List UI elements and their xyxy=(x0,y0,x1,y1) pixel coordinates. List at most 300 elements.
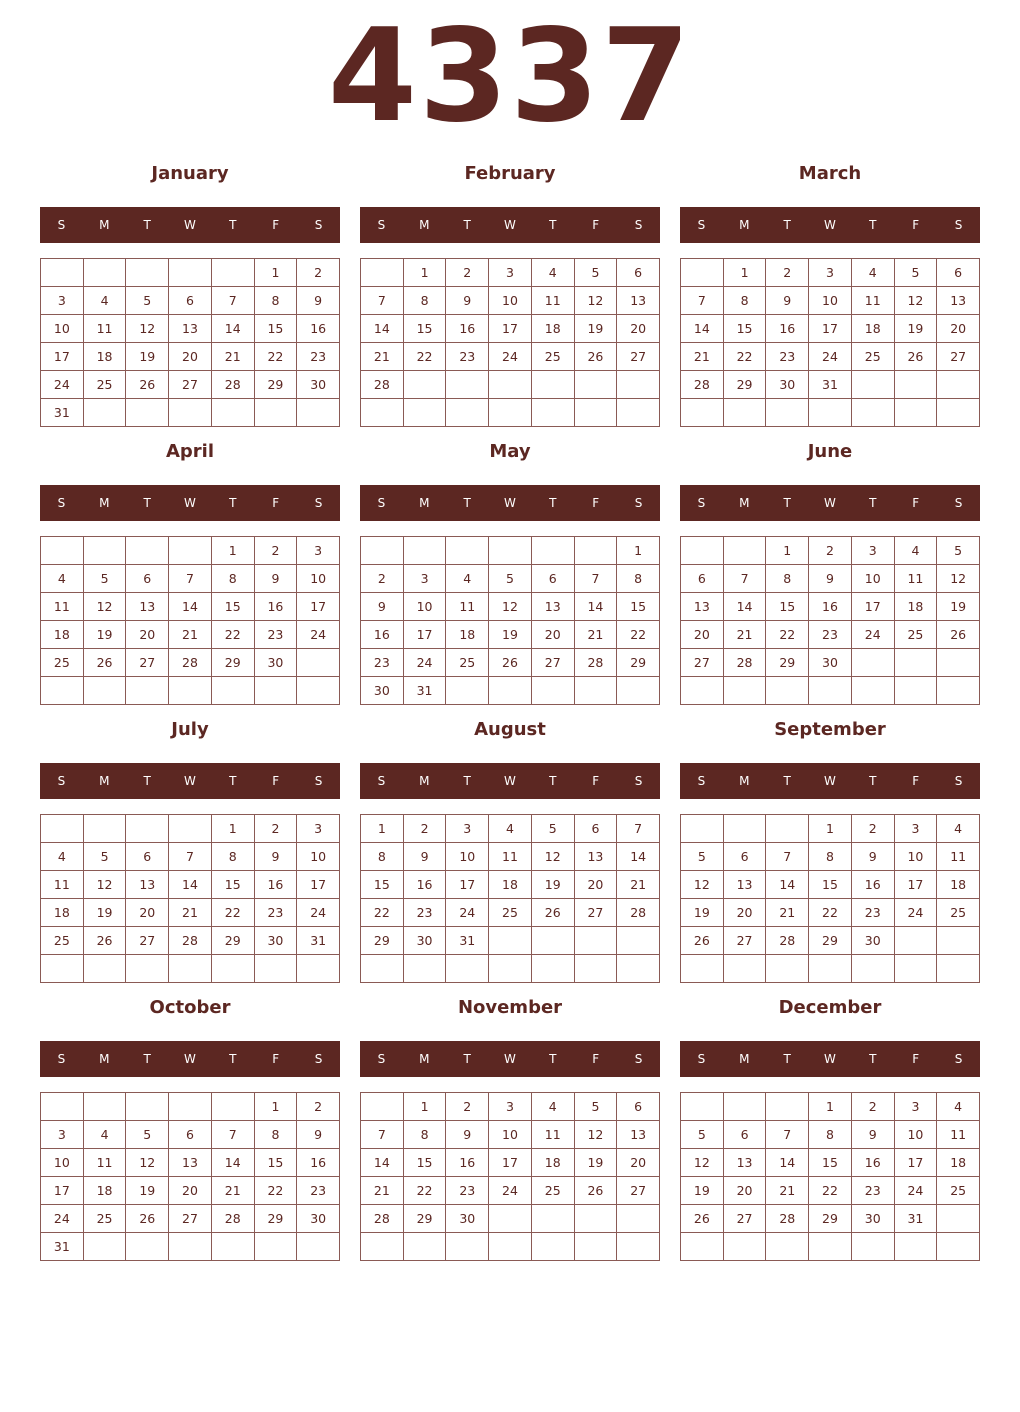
day-cell[interactable]: 16 xyxy=(297,1149,340,1177)
day-cell[interactable]: 7 xyxy=(766,843,809,871)
day-cell[interactable]: 13 xyxy=(169,315,212,343)
day-cell[interactable]: 8 xyxy=(212,565,255,593)
day-cell[interactable]: 17 xyxy=(446,871,489,899)
day-cell[interactable]: 29 xyxy=(809,1205,852,1233)
day-cell[interactable]: 20 xyxy=(617,1149,660,1177)
day-cell[interactable]: 15 xyxy=(724,315,767,343)
day-cell[interactable]: 29 xyxy=(212,927,255,955)
day-cell[interactable]: 22 xyxy=(361,899,404,927)
day-cell[interactable]: 19 xyxy=(575,1149,618,1177)
day-cell[interactable]: 31 xyxy=(809,371,852,399)
day-cell[interactable]: 21 xyxy=(724,621,767,649)
day-cell[interactable]: 22 xyxy=(255,1177,298,1205)
day-cell[interactable]: 11 xyxy=(489,843,532,871)
day-cell[interactable]: 9 xyxy=(361,593,404,621)
day-cell[interactable]: 5 xyxy=(84,843,127,871)
day-cell[interactable]: 5 xyxy=(575,259,618,287)
day-cell[interactable]: 5 xyxy=(681,843,724,871)
day-cell[interactable]: 19 xyxy=(532,871,575,899)
day-cell[interactable]: 8 xyxy=(404,1121,447,1149)
day-cell[interactable]: 22 xyxy=(766,621,809,649)
day-cell[interactable]: 12 xyxy=(84,871,127,899)
day-cell[interactable]: 4 xyxy=(895,537,938,565)
day-cell[interactable]: 2 xyxy=(255,815,298,843)
day-cell[interactable]: 12 xyxy=(84,593,127,621)
day-cell[interactable]: 11 xyxy=(84,1149,127,1177)
day-cell[interactable]: 20 xyxy=(617,315,660,343)
day-cell[interactable]: 28 xyxy=(766,1205,809,1233)
day-cell[interactable]: 27 xyxy=(532,649,575,677)
day-cell[interactable]: 22 xyxy=(404,1177,447,1205)
day-cell[interactable]: 9 xyxy=(852,1121,895,1149)
day-cell[interactable]: 25 xyxy=(489,899,532,927)
day-cell[interactable]: 26 xyxy=(575,343,618,371)
day-cell[interactable]: 21 xyxy=(361,343,404,371)
day-cell[interactable]: 1 xyxy=(212,537,255,565)
day-cell[interactable]: 20 xyxy=(126,899,169,927)
day-cell[interactable]: 6 xyxy=(532,565,575,593)
day-cell[interactable]: 22 xyxy=(809,1177,852,1205)
day-cell[interactable]: 22 xyxy=(809,899,852,927)
day-cell[interactable]: 2 xyxy=(255,537,298,565)
day-cell[interactable]: 14 xyxy=(212,1149,255,1177)
day-cell[interactable]: 26 xyxy=(84,927,127,955)
day-cell[interactable]: 12 xyxy=(575,287,618,315)
day-cell[interactable]: 11 xyxy=(937,1121,980,1149)
day-cell[interactable]: 27 xyxy=(681,649,724,677)
day-cell[interactable]: 21 xyxy=(361,1177,404,1205)
day-cell[interactable]: 6 xyxy=(575,815,618,843)
day-cell[interactable]: 30 xyxy=(766,371,809,399)
day-cell[interactable]: 24 xyxy=(297,899,340,927)
day-cell[interactable]: 2 xyxy=(297,259,340,287)
day-cell[interactable]: 9 xyxy=(404,843,447,871)
day-cell[interactable]: 23 xyxy=(809,621,852,649)
day-cell[interactable]: 26 xyxy=(126,371,169,399)
day-cell[interactable]: 15 xyxy=(404,315,447,343)
day-cell[interactable]: 15 xyxy=(766,593,809,621)
day-cell[interactable]: 24 xyxy=(297,621,340,649)
day-cell[interactable]: 30 xyxy=(361,677,404,705)
day-cell[interactable]: 1 xyxy=(255,1093,298,1121)
day-cell[interactable]: 21 xyxy=(766,1177,809,1205)
day-cell[interactable]: 16 xyxy=(809,593,852,621)
day-cell[interactable]: 20 xyxy=(169,1177,212,1205)
day-cell[interactable]: 12 xyxy=(575,1121,618,1149)
day-cell[interactable]: 3 xyxy=(404,565,447,593)
day-cell[interactable]: 19 xyxy=(681,1177,724,1205)
day-cell[interactable]: 30 xyxy=(446,1205,489,1233)
day-cell[interactable]: 10 xyxy=(297,565,340,593)
day-cell[interactable]: 27 xyxy=(724,927,767,955)
day-cell[interactable]: 26 xyxy=(575,1177,618,1205)
day-cell[interactable]: 30 xyxy=(297,371,340,399)
day-cell[interactable]: 29 xyxy=(617,649,660,677)
day-cell[interactable]: 23 xyxy=(297,1177,340,1205)
day-cell[interactable]: 28 xyxy=(169,927,212,955)
day-cell[interactable]: 2 xyxy=(446,1093,489,1121)
day-cell[interactable]: 18 xyxy=(489,871,532,899)
day-cell[interactable]: 10 xyxy=(489,287,532,315)
day-cell[interactable]: 14 xyxy=(766,1149,809,1177)
day-cell[interactable]: 13 xyxy=(532,593,575,621)
day-cell[interactable]: 12 xyxy=(489,593,532,621)
day-cell[interactable]: 28 xyxy=(575,649,618,677)
day-cell[interactable]: 14 xyxy=(361,315,404,343)
day-cell[interactable]: 18 xyxy=(446,621,489,649)
day-cell[interactable]: 18 xyxy=(895,593,938,621)
day-cell[interactable]: 11 xyxy=(446,593,489,621)
day-cell[interactable]: 26 xyxy=(681,927,724,955)
day-cell[interactable]: 24 xyxy=(41,371,84,399)
day-cell[interactable]: 31 xyxy=(41,1233,84,1261)
day-cell[interactable]: 18 xyxy=(84,1177,127,1205)
day-cell[interactable]: 2 xyxy=(404,815,447,843)
day-cell[interactable]: 4 xyxy=(41,565,84,593)
day-cell[interactable]: 13 xyxy=(169,1149,212,1177)
day-cell[interactable]: 25 xyxy=(937,899,980,927)
day-cell[interactable]: 30 xyxy=(852,927,895,955)
day-cell[interactable]: 4 xyxy=(532,1093,575,1121)
day-cell[interactable]: 9 xyxy=(766,287,809,315)
day-cell[interactable]: 7 xyxy=(575,565,618,593)
day-cell[interactable]: 17 xyxy=(895,871,938,899)
day-cell[interactable]: 7 xyxy=(724,565,767,593)
day-cell[interactable]: 10 xyxy=(446,843,489,871)
day-cell[interactable]: 6 xyxy=(126,843,169,871)
day-cell[interactable]: 25 xyxy=(937,1177,980,1205)
day-cell[interactable]: 19 xyxy=(489,621,532,649)
day-cell[interactable]: 23 xyxy=(297,343,340,371)
day-cell[interactable]: 17 xyxy=(489,1149,532,1177)
day-cell[interactable]: 21 xyxy=(169,899,212,927)
day-cell[interactable]: 25 xyxy=(84,1205,127,1233)
day-cell[interactable]: 25 xyxy=(895,621,938,649)
day-cell[interactable]: 29 xyxy=(404,1205,447,1233)
day-cell[interactable]: 17 xyxy=(41,343,84,371)
day-cell[interactable]: 10 xyxy=(852,565,895,593)
day-cell[interactable]: 20 xyxy=(169,343,212,371)
day-cell[interactable]: 20 xyxy=(937,315,980,343)
day-cell[interactable]: 14 xyxy=(617,843,660,871)
day-cell[interactable]: 14 xyxy=(169,593,212,621)
day-cell[interactable]: 23 xyxy=(446,1177,489,1205)
day-cell[interactable]: 9 xyxy=(446,1121,489,1149)
day-cell[interactable]: 22 xyxy=(404,343,447,371)
day-cell[interactable]: 18 xyxy=(937,1149,980,1177)
day-cell[interactable]: 6 xyxy=(681,565,724,593)
day-cell[interactable]: 2 xyxy=(361,565,404,593)
day-cell[interactable]: 4 xyxy=(852,259,895,287)
day-cell[interactable]: 18 xyxy=(41,899,84,927)
day-cell[interactable]: 16 xyxy=(255,871,298,899)
day-cell[interactable]: 2 xyxy=(809,537,852,565)
day-cell[interactable]: 4 xyxy=(937,815,980,843)
day-cell[interactable]: 6 xyxy=(126,565,169,593)
day-cell[interactable]: 26 xyxy=(126,1205,169,1233)
day-cell[interactable]: 16 xyxy=(404,871,447,899)
day-cell[interactable]: 30 xyxy=(852,1205,895,1233)
day-cell[interactable]: 1 xyxy=(212,815,255,843)
day-cell[interactable]: 30 xyxy=(255,927,298,955)
day-cell[interactable]: 24 xyxy=(895,1177,938,1205)
day-cell[interactable]: 10 xyxy=(895,1121,938,1149)
day-cell[interactable]: 25 xyxy=(446,649,489,677)
day-cell[interactable]: 20 xyxy=(681,621,724,649)
day-cell[interactable]: 19 xyxy=(681,899,724,927)
day-cell[interactable]: 11 xyxy=(852,287,895,315)
day-cell[interactable]: 30 xyxy=(255,649,298,677)
day-cell[interactable]: 23 xyxy=(404,899,447,927)
day-cell[interactable]: 12 xyxy=(532,843,575,871)
day-cell[interactable]: 8 xyxy=(809,1121,852,1149)
day-cell[interactable]: 22 xyxy=(724,343,767,371)
day-cell[interactable]: 23 xyxy=(852,899,895,927)
day-cell[interactable]: 18 xyxy=(532,1149,575,1177)
day-cell[interactable]: 27 xyxy=(724,1205,767,1233)
day-cell[interactable]: 23 xyxy=(255,621,298,649)
day-cell[interactable]: 20 xyxy=(575,871,618,899)
day-cell[interactable]: 27 xyxy=(126,927,169,955)
day-cell[interactable]: 1 xyxy=(809,815,852,843)
day-cell[interactable]: 21 xyxy=(169,621,212,649)
day-cell[interactable]: 23 xyxy=(446,343,489,371)
day-cell[interactable]: 17 xyxy=(297,593,340,621)
day-cell[interactable]: 28 xyxy=(361,1205,404,1233)
day-cell[interactable]: 7 xyxy=(361,287,404,315)
day-cell[interactable]: 14 xyxy=(681,315,724,343)
day-cell[interactable]: 9 xyxy=(809,565,852,593)
day-cell[interactable]: 13 xyxy=(126,593,169,621)
day-cell[interactable]: 23 xyxy=(766,343,809,371)
day-cell[interactable]: 3 xyxy=(895,1093,938,1121)
day-cell[interactable]: 24 xyxy=(895,899,938,927)
day-cell[interactable]: 10 xyxy=(41,315,84,343)
day-cell[interactable]: 6 xyxy=(617,259,660,287)
day-cell[interactable]: 16 xyxy=(852,1149,895,1177)
day-cell[interactable]: 10 xyxy=(895,843,938,871)
day-cell[interactable]: 10 xyxy=(41,1149,84,1177)
day-cell[interactable]: 24 xyxy=(404,649,447,677)
day-cell[interactable]: 8 xyxy=(766,565,809,593)
day-cell[interactable]: 9 xyxy=(255,565,298,593)
day-cell[interactable]: 15 xyxy=(809,1149,852,1177)
day-cell[interactable]: 16 xyxy=(446,1149,489,1177)
day-cell[interactable]: 16 xyxy=(852,871,895,899)
day-cell[interactable]: 14 xyxy=(575,593,618,621)
day-cell[interactable]: 9 xyxy=(852,843,895,871)
day-cell[interactable]: 4 xyxy=(489,815,532,843)
day-cell[interactable]: 29 xyxy=(809,927,852,955)
day-cell[interactable]: 15 xyxy=(617,593,660,621)
day-cell[interactable]: 22 xyxy=(617,621,660,649)
day-cell[interactable]: 21 xyxy=(575,621,618,649)
day-cell[interactable]: 17 xyxy=(404,621,447,649)
day-cell[interactable]: 27 xyxy=(169,1205,212,1233)
day-cell[interactable]: 6 xyxy=(617,1093,660,1121)
day-cell[interactable]: 14 xyxy=(169,871,212,899)
day-cell[interactable]: 4 xyxy=(84,1121,127,1149)
day-cell[interactable]: 3 xyxy=(297,537,340,565)
day-cell[interactable]: 2 xyxy=(297,1093,340,1121)
day-cell[interactable]: 5 xyxy=(937,537,980,565)
day-cell[interactable]: 4 xyxy=(41,843,84,871)
day-cell[interactable]: 25 xyxy=(41,927,84,955)
day-cell[interactable]: 31 xyxy=(404,677,447,705)
day-cell[interactable]: 25 xyxy=(532,1177,575,1205)
day-cell[interactable]: 28 xyxy=(361,371,404,399)
day-cell[interactable]: 21 xyxy=(766,899,809,927)
day-cell[interactable]: 22 xyxy=(212,621,255,649)
day-cell[interactable]: 14 xyxy=(766,871,809,899)
day-cell[interactable]: 18 xyxy=(852,315,895,343)
day-cell[interactable]: 10 xyxy=(297,843,340,871)
day-cell[interactable]: 13 xyxy=(724,1149,767,1177)
day-cell[interactable]: 13 xyxy=(617,1121,660,1149)
day-cell[interactable]: 28 xyxy=(766,927,809,955)
day-cell[interactable]: 1 xyxy=(809,1093,852,1121)
day-cell[interactable]: 15 xyxy=(212,871,255,899)
day-cell[interactable]: 11 xyxy=(895,565,938,593)
day-cell[interactable]: 7 xyxy=(169,565,212,593)
day-cell[interactable]: 17 xyxy=(297,871,340,899)
day-cell[interactable]: 3 xyxy=(446,815,489,843)
day-cell[interactable]: 21 xyxy=(681,343,724,371)
day-cell[interactable]: 25 xyxy=(532,343,575,371)
day-cell[interactable]: 19 xyxy=(895,315,938,343)
day-cell[interactable]: 3 xyxy=(809,259,852,287)
day-cell[interactable]: 12 xyxy=(681,1149,724,1177)
day-cell[interactable]: 8 xyxy=(255,1121,298,1149)
day-cell[interactable]: 13 xyxy=(126,871,169,899)
day-cell[interactable]: 30 xyxy=(297,1205,340,1233)
day-cell[interactable]: 29 xyxy=(255,371,298,399)
day-cell[interactable]: 8 xyxy=(361,843,404,871)
day-cell[interactable]: 4 xyxy=(532,259,575,287)
day-cell[interactable]: 6 xyxy=(724,1121,767,1149)
day-cell[interactable]: 11 xyxy=(937,843,980,871)
day-cell[interactable]: 9 xyxy=(297,1121,340,1149)
day-cell[interactable]: 1 xyxy=(617,537,660,565)
day-cell[interactable]: 6 xyxy=(937,259,980,287)
day-cell[interactable]: 16 xyxy=(255,593,298,621)
day-cell[interactable]: 21 xyxy=(212,1177,255,1205)
day-cell[interactable]: 12 xyxy=(937,565,980,593)
day-cell[interactable]: 12 xyxy=(895,287,938,315)
day-cell[interactable]: 31 xyxy=(41,399,84,427)
day-cell[interactable]: 16 xyxy=(446,315,489,343)
day-cell[interactable]: 16 xyxy=(361,621,404,649)
day-cell[interactable]: 26 xyxy=(489,649,532,677)
day-cell[interactable]: 23 xyxy=(852,1177,895,1205)
day-cell[interactable]: 7 xyxy=(169,843,212,871)
day-cell[interactable]: 24 xyxy=(809,343,852,371)
day-cell[interactable]: 11 xyxy=(532,1121,575,1149)
day-cell[interactable]: 26 xyxy=(532,899,575,927)
day-cell[interactable]: 9 xyxy=(297,287,340,315)
day-cell[interactable]: 30 xyxy=(404,927,447,955)
day-cell[interactable]: 18 xyxy=(84,343,127,371)
day-cell[interactable]: 31 xyxy=(297,927,340,955)
day-cell[interactable]: 24 xyxy=(489,343,532,371)
day-cell[interactable]: 15 xyxy=(212,593,255,621)
day-cell[interactable]: 28 xyxy=(212,1205,255,1233)
day-cell[interactable]: 4 xyxy=(84,287,127,315)
day-cell[interactable]: 25 xyxy=(84,371,127,399)
day-cell[interactable]: 13 xyxy=(724,871,767,899)
day-cell[interactable]: 7 xyxy=(212,287,255,315)
day-cell[interactable]: 4 xyxy=(937,1093,980,1121)
day-cell[interactable]: 24 xyxy=(852,621,895,649)
day-cell[interactable]: 7 xyxy=(212,1121,255,1149)
day-cell[interactable]: 7 xyxy=(617,815,660,843)
day-cell[interactable]: 5 xyxy=(532,815,575,843)
day-cell[interactable]: 1 xyxy=(724,259,767,287)
day-cell[interactable]: 29 xyxy=(766,649,809,677)
day-cell[interactable]: 27 xyxy=(937,343,980,371)
day-cell[interactable]: 12 xyxy=(126,315,169,343)
day-cell[interactable]: 11 xyxy=(84,315,127,343)
day-cell[interactable]: 1 xyxy=(766,537,809,565)
day-cell[interactable]: 27 xyxy=(169,371,212,399)
day-cell[interactable]: 8 xyxy=(212,843,255,871)
day-cell[interactable]: 20 xyxy=(724,1177,767,1205)
day-cell[interactable]: 3 xyxy=(297,815,340,843)
day-cell[interactable]: 10 xyxy=(809,287,852,315)
day-cell[interactable]: 1 xyxy=(255,259,298,287)
day-cell[interactable]: 29 xyxy=(724,371,767,399)
day-cell[interactable]: 14 xyxy=(361,1149,404,1177)
day-cell[interactable]: 15 xyxy=(255,1149,298,1177)
day-cell[interactable]: 24 xyxy=(489,1177,532,1205)
day-cell[interactable]: 5 xyxy=(895,259,938,287)
day-cell[interactable]: 31 xyxy=(895,1205,938,1233)
day-cell[interactable]: 9 xyxy=(446,287,489,315)
day-cell[interactable]: 5 xyxy=(126,287,169,315)
day-cell[interactable]: 17 xyxy=(41,1177,84,1205)
day-cell[interactable]: 6 xyxy=(169,287,212,315)
day-cell[interactable]: 2 xyxy=(852,1093,895,1121)
day-cell[interactable]: 28 xyxy=(724,649,767,677)
day-cell[interactable]: 11 xyxy=(41,593,84,621)
day-cell[interactable]: 18 xyxy=(937,871,980,899)
day-cell[interactable]: 3 xyxy=(41,1121,84,1149)
day-cell[interactable]: 6 xyxy=(169,1121,212,1149)
day-cell[interactable]: 11 xyxy=(41,871,84,899)
day-cell[interactable]: 8 xyxy=(617,565,660,593)
day-cell[interactable]: 17 xyxy=(489,315,532,343)
day-cell[interactable]: 22 xyxy=(255,343,298,371)
day-cell[interactable]: 28 xyxy=(212,371,255,399)
day-cell[interactable]: 19 xyxy=(575,315,618,343)
day-cell[interactable]: 13 xyxy=(575,843,618,871)
day-cell[interactable]: 25 xyxy=(41,649,84,677)
day-cell[interactable]: 7 xyxy=(361,1121,404,1149)
day-cell[interactable]: 1 xyxy=(361,815,404,843)
day-cell[interactable]: 4 xyxy=(446,565,489,593)
day-cell[interactable]: 27 xyxy=(126,649,169,677)
day-cell[interactable]: 5 xyxy=(126,1121,169,1149)
day-cell[interactable]: 3 xyxy=(41,287,84,315)
day-cell[interactable]: 13 xyxy=(937,287,980,315)
day-cell[interactable]: 13 xyxy=(617,287,660,315)
day-cell[interactable]: 3 xyxy=(489,1093,532,1121)
day-cell[interactable]: 10 xyxy=(404,593,447,621)
day-cell[interactable]: 23 xyxy=(255,899,298,927)
day-cell[interactable]: 20 xyxy=(126,621,169,649)
day-cell[interactable]: 12 xyxy=(681,871,724,899)
day-cell[interactable]: 10 xyxy=(489,1121,532,1149)
